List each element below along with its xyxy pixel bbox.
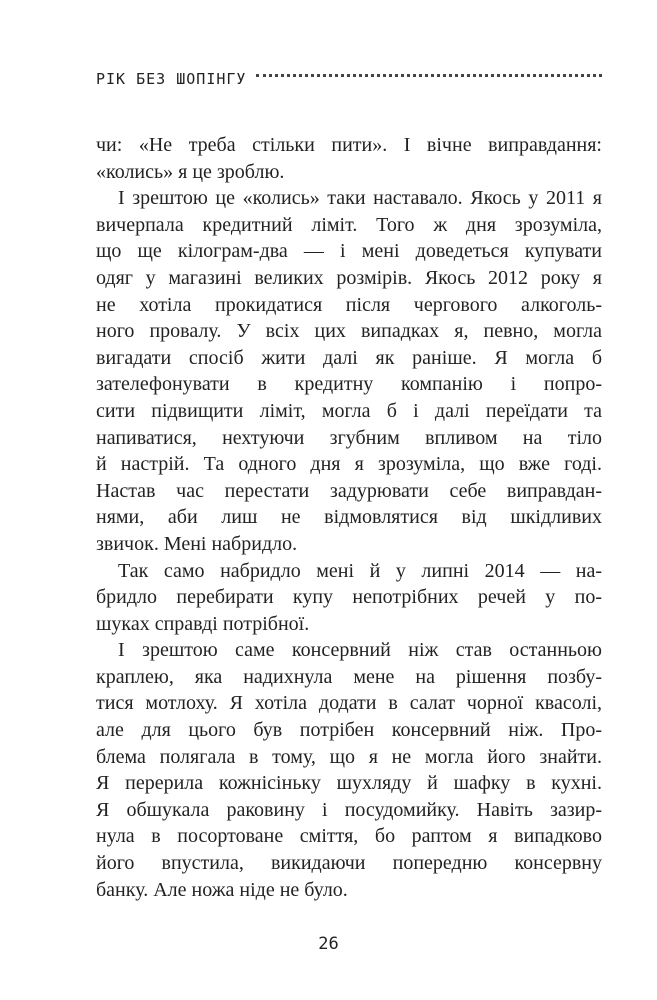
dotted-leader xyxy=(256,74,602,77)
text-line: але для цього був потрібен консервний ніж. Про- xyxy=(96,719,602,742)
text-line: блема полягала в тому, що я не могла його знайти. xyxy=(96,745,602,768)
text-line: краплею, яка надихнула мене на рішення позбу- xyxy=(96,665,602,688)
text-line: й настрій. Та одного дня я зрозуміла, що вже годі. xyxy=(96,453,602,476)
running-title: РІК БЕЗ ШОПІНГУ xyxy=(96,70,247,88)
text-line: його впустила, викидаючи попередню консервну xyxy=(96,852,602,875)
body-text xyxy=(96,132,602,903)
text-line: банку. Але ножа ніде не було. xyxy=(96,878,348,901)
text-line: ного провалу. У всіх цих випадках я, певно, могла xyxy=(96,320,602,343)
text-line: не хотіла прокидатися після чергового алкоголь- xyxy=(96,293,602,316)
page-number: 26 xyxy=(318,934,339,954)
text-line: вигадати спосіб жити далі як раніше. Я могла б xyxy=(96,346,602,369)
text-line: зателефонувати в кредитну компанію і попро- xyxy=(96,373,602,396)
text-line: Так само набридло мені й у липні 2014 — на- xyxy=(118,559,602,582)
text-line: І зрештою це «колись» таки наставало. Якось у 2011 я xyxy=(118,187,602,210)
text-line: одяг у магазині великих розмірів. Якось 2012 року я xyxy=(96,266,602,289)
text-line: І зрештою саме консервний ніж став останньою xyxy=(118,639,602,662)
text-line: напиватися, нехтуючи згубним впливом на тіло xyxy=(96,426,602,449)
text-line: вичерпала кредитний ліміт. Того ж дня зрозуміла, xyxy=(96,213,602,236)
text-line: нями, аби лиш не відмовлятися від шкідливих xyxy=(96,506,602,529)
text-line: що ще кілограм-два — і мені доведеться купувати xyxy=(96,240,602,263)
text-line: Я обшукала раковину і посудомийку. Навіть зазир- xyxy=(96,798,602,821)
text-line: чи: «Не треба стільки пити». І вічне виправдання: xyxy=(96,134,602,156)
running-header xyxy=(96,70,602,88)
text-line: звичок. Мені набридло. xyxy=(96,532,298,555)
text-line: бридло перебирати купу непотрібних речей у по- xyxy=(96,586,602,609)
text-line: Я перерила кожнісіньку шухляду й шафку в кухні. xyxy=(96,772,602,795)
text-line: Настав час перестати задурювати себе виправдан- xyxy=(96,479,602,502)
text-line: шуках справді потрібної. xyxy=(96,612,310,635)
text-line: нула в посортоване сміття, бо раптом я випадково xyxy=(96,825,602,848)
text-line: сити підвищити ліміт, могла б і далі переїдати та xyxy=(96,399,602,422)
text-line: «колись» я це зроблю. xyxy=(96,160,285,183)
text-line: тися мотлоху. Я хотіла додати в салат чорної квасолі, xyxy=(96,692,602,715)
